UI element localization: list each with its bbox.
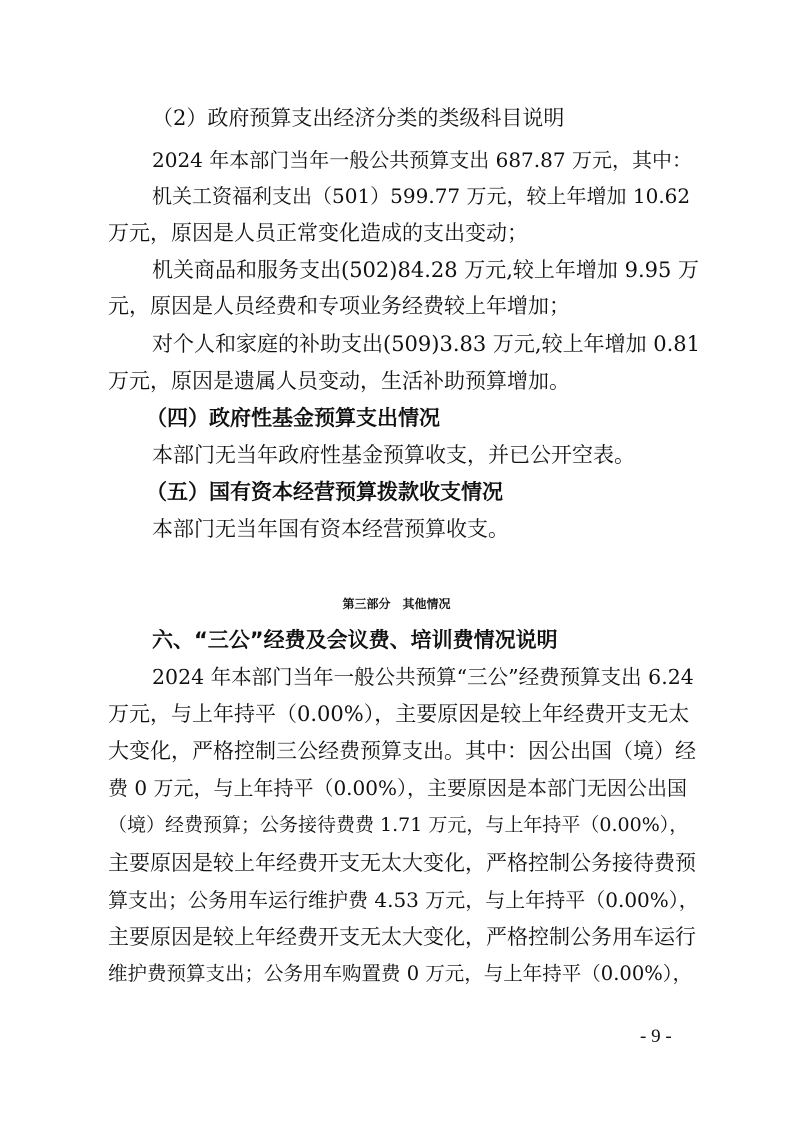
paragraph-line: 算支出；公务用车运行维护费 4.53 万元，与上年持平（0.00%），: [108, 888, 699, 912]
paragraph-line: 万元，与上年持平（0.00%），主要原因是较上年经费开支无太: [108, 702, 690, 726]
paragraph-line: 万元，原因是人员正常变化造成的支出变动；: [108, 221, 528, 245]
paragraph-line: 机关商品和服务支出(502)84.28 万元,较上年增加 9.95 万: [152, 258, 700, 282]
paragraph-line: 万元，原因是遗属人员变动，生活补助预算增加。: [108, 369, 570, 393]
subsection-heading-economic-class: （2）政府预算支出经济分类的类级科目说明: [152, 106, 565, 130]
paragraph-line: 本部门无当年国有资本经营预算收支。: [152, 517, 509, 541]
section-heading-three-public-expenses: 六、“三公”经费及会议费、培训费情况说明: [152, 628, 558, 652]
paragraph-line: 元，原因是人员经费和专项业务经费较上年增加；: [108, 294, 570, 318]
section-heading-state-capital: （五）国有资本经营预算拨款收支情况: [146, 480, 503, 504]
paragraph-line: 2024 年本部门当年一般公共预算支出 687.87 万元，其中：: [152, 148, 692, 172]
paragraph-line: 主要原因是较上年经费开支无太大变化，严格控制公务接待费预: [108, 851, 696, 875]
section-heading-government-fund: （四）政府性基金预算支出情况: [146, 406, 440, 430]
part-title: 第三部分 其他情况: [342, 597, 451, 611]
paragraph-line: 大变化，严格控制三公经费预算支出。其中：因公出国（境）经: [108, 739, 696, 763]
page-number: - 9 -: [640, 1026, 672, 1047]
paragraph-line: 机关工资福利支出（501）599.77 万元，较上年增加 10.62: [152, 184, 691, 208]
paragraph-line: 对个人和家庭的补助支出(509)3.83 万元,较上年增加 0.81: [152, 332, 701, 356]
paragraph-line: 主要原因是较上年经费开支无太大变化，严格控制公务用车运行: [108, 925, 696, 949]
paragraph-line: （境）经费预算；公务接待费费 1.71 万元，与上年持平（0.00%），: [108, 814, 689, 836]
paragraph-line: 费 0 万元，与上年持平（0.00%），主要原因是本部门无因公出国: [108, 776, 687, 800]
paragraph-line: 本部门无当年政府性基金预算收支，并已公开空表。: [152, 443, 635, 467]
paragraph-line: 2024 年本部门当年一般公共预算“三公”经费预算支出 6.24: [152, 665, 694, 689]
paragraph-line: 维护费预算支出；公务用车购置费 0 万元，与上年持平（0.00%），: [108, 962, 693, 985]
